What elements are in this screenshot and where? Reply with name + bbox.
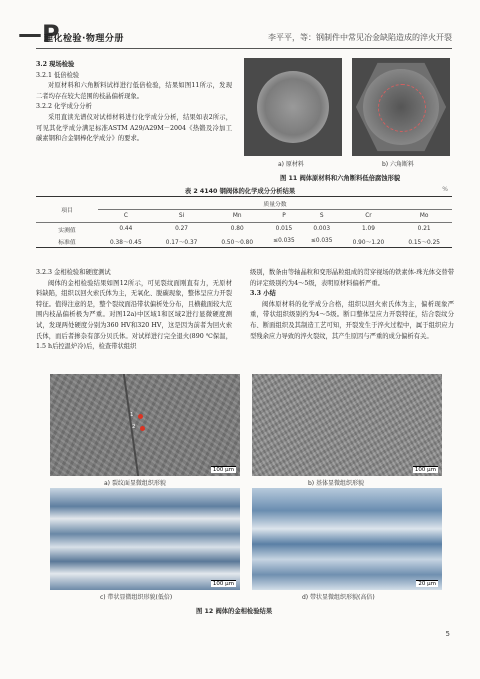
table-cell: 0.38～0.45 bbox=[98, 235, 154, 248]
table-unit: % bbox=[442, 186, 448, 193]
table-cell: 标准值 bbox=[36, 235, 98, 248]
running-title: 李平平，等：钢制件中常见冶金缺陷造成的淬火开裂 bbox=[268, 33, 452, 42]
photo-hex-bar bbox=[352, 58, 450, 156]
section-heading: 3.2 現场检验 bbox=[36, 61, 75, 68]
table-row bbox=[36, 235, 452, 248]
header-rule bbox=[36, 48, 452, 49]
paragraph: 级别，数条由等轴晶粒和变形晶粒组成的贯穿视场的铁素体-珠光体交替带的评定级别约为4～5级，表明原材料偏析严重。 bbox=[250, 269, 454, 287]
measure-point-1 bbox=[138, 414, 143, 419]
table-cell: 0.21 bbox=[396, 223, 452, 236]
micrograph-banded-low bbox=[50, 488, 240, 590]
figure-caption: 图 12 阀体的金相检验结果 bbox=[196, 608, 273, 615]
paragraph: 对原材料和六角断料试样进行低倍检验，结果如图11所示，发现二者均存在较大范围的枝晶偏析现象。 bbox=[36, 82, 232, 100]
left-column-bottom bbox=[36, 268, 232, 353]
table-col-header: S bbox=[319, 213, 324, 219]
left-column-top bbox=[36, 60, 232, 145]
table-cell: 0.015 bbox=[265, 223, 303, 236]
table-col-header: Mn bbox=[232, 213, 242, 219]
paragraph: 阀体的金相检验结果如图12所示，可见裂纹面刚直有力，无原材料缺陷，组织以回火索氏体为主，无氧化、脱碳现象，整体呈应力开裂特征。值得注意的是，整个裂纹面沿带状偏析处分布，且横截面较大范围内枝晶偏析极为严重。对图12a)中区域1和区域2进行显微硬度测试，发现两处硬度分别为360 HV和320 HV，这是因为前者为回火索氏体，而后者掺杂有部分贝氏体。对试样进行完全退火(890 ℃保温，1.5 h后控温炉冷)后，检查带状组织 bbox=[36, 279, 232, 351]
crack-line bbox=[123, 374, 139, 476]
scale-bar: 20 μm bbox=[418, 581, 436, 587]
micrograph-banded-high bbox=[252, 488, 442, 590]
table-cell: ≤0.035 bbox=[303, 235, 341, 248]
table-cell: ≤0.035 bbox=[265, 235, 303, 248]
micrograph-matrix bbox=[252, 374, 442, 476]
table-col-header: C bbox=[123, 213, 128, 219]
paragraph: 阀体原材料的化学成分合格，组织以回火索氏体为主，偏析现象严重，带状组织级别约为4～5级。断口整体呈应力开裂特征，结合裂纹分布、断面组织及其制造工艺可知，开裂发生于淬火过程中，属于组织应力型残余应力导致的淬火裂纹，其产生原因与严重的成分偏析有关。 bbox=[250, 300, 454, 340]
point-label: 1 bbox=[130, 412, 134, 418]
figure-caption: 图 11 阀体原材料和六角断料低倍腐蚀形貌 bbox=[280, 175, 401, 182]
scale-bar: 100 μm bbox=[414, 467, 436, 473]
table-col-header: Mo bbox=[419, 213, 429, 219]
paragraph: 采用直读光谱仪对试样材料进行化学成分分析，结果如表2所示，可见其化学成分满足标准ASTM A29/A29M－2004《热锻及冷加工碳素钢和合金钢棒化学成分》的要求。 bbox=[36, 113, 232, 143]
table-group-header: 质量分数 bbox=[98, 197, 452, 210]
scale-bar: 100 μm bbox=[212, 467, 234, 473]
right-column-bottom bbox=[250, 268, 454, 342]
table-cell: 0.90～1.20 bbox=[341, 235, 397, 248]
table-cell: 0.17～0.37 bbox=[154, 235, 210, 248]
table-col-header: Si bbox=[178, 213, 185, 219]
journal-name: 理化检验·物理分册 bbox=[44, 34, 124, 44]
section-heading: 3.3 小结 bbox=[250, 290, 276, 298]
subfigure-caption: a) 原材料 bbox=[278, 161, 304, 168]
table-cell: 0.44 bbox=[98, 223, 154, 236]
composition-table bbox=[36, 196, 452, 248]
subsection-heading: 3.2.3 金相检验和硬度测试 bbox=[36, 269, 111, 276]
subfigure-caption: c) 带状显微组织形貌(低倍) bbox=[100, 594, 173, 601]
table-cell: 0.27 bbox=[154, 223, 210, 236]
table-col-header: P bbox=[282, 213, 286, 219]
table-col-header: Cr bbox=[365, 213, 372, 219]
table-caption: 表 2 4140 钢阀体的化学成分分析结果 bbox=[184, 188, 296, 195]
subsection-heading: 3.2.2 化学成分分析 bbox=[36, 103, 92, 111]
subfigure-caption: d) 带状显微组织形貌(高倍) bbox=[302, 594, 375, 601]
table-cell: 0.15～0.25 bbox=[396, 235, 452, 248]
disc-shape bbox=[257, 71, 329, 143]
table-cell: 1.09 bbox=[341, 223, 397, 236]
table-row-header: 项目 bbox=[36, 197, 98, 223]
subfigure-caption: b) 六角断料 bbox=[382, 161, 415, 168]
segregation-ring bbox=[378, 84, 426, 132]
page-number: 5 bbox=[445, 630, 450, 638]
photo-raw-material bbox=[244, 58, 342, 156]
table-cell: 实测值 bbox=[36, 223, 98, 236]
subfigure-caption: b) 基体显微组织形貌 bbox=[308, 480, 365, 487]
journal-logo-icon: —P bbox=[18, 20, 60, 48]
table-cell: 0.003 bbox=[303, 223, 341, 236]
subfigure-caption: a) 裂纹面显微组织形貌 bbox=[104, 480, 166, 487]
micrograph-crack-surface bbox=[50, 374, 240, 476]
table-cell: 0.80 bbox=[209, 223, 265, 236]
subsection-heading: 3.2.1 低倍检验 bbox=[36, 71, 80, 79]
table-cell: 0.50～0.80 bbox=[209, 235, 265, 248]
table-row bbox=[36, 223, 452, 236]
point-label: 2 bbox=[132, 424, 136, 430]
measure-point-2 bbox=[140, 426, 145, 431]
scale-bar: 100 μm bbox=[212, 581, 234, 587]
